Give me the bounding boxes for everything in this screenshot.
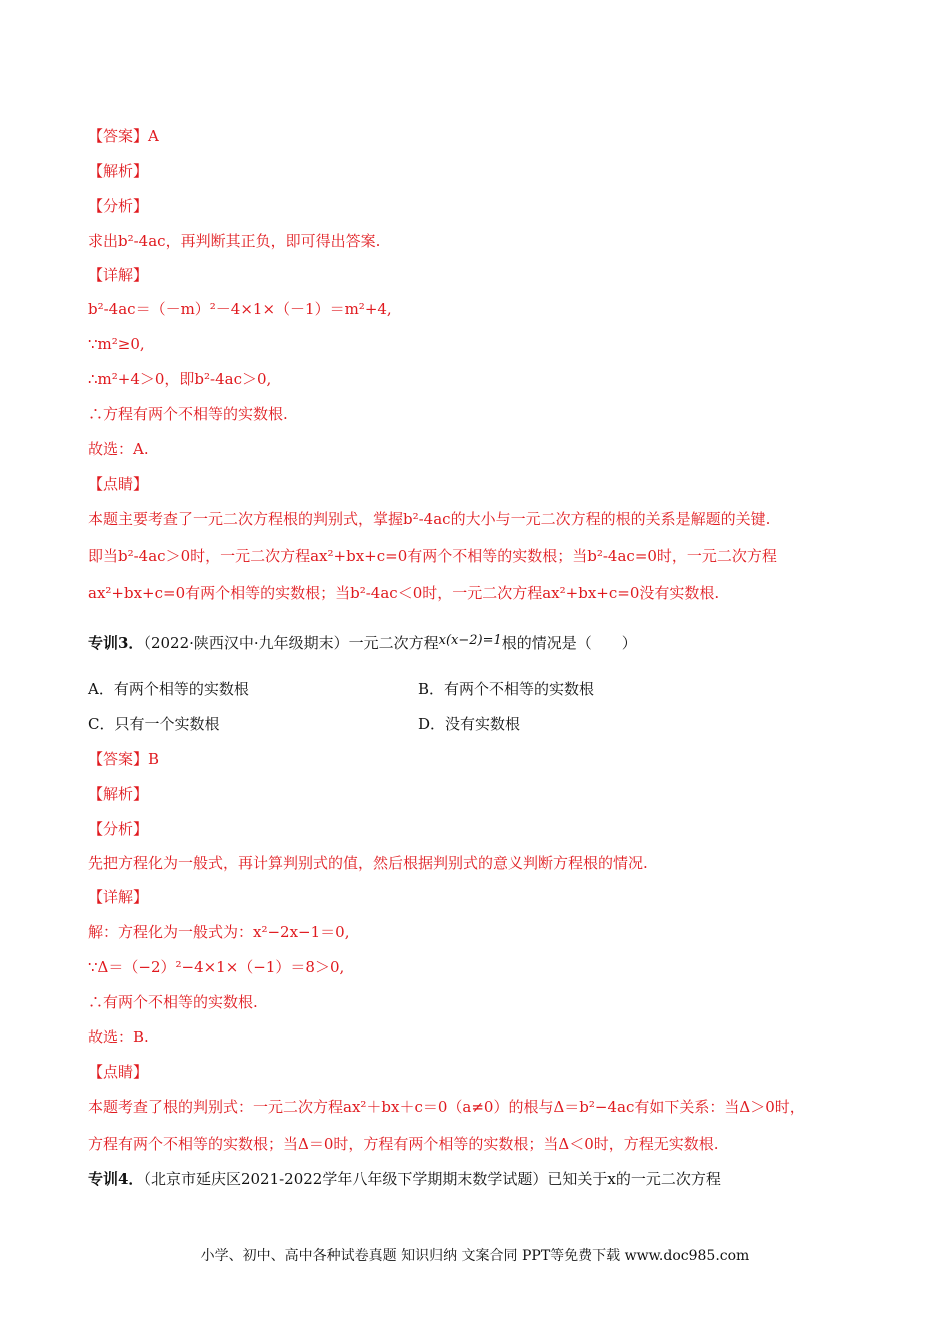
choice-text: 故选：A. bbox=[88, 440, 149, 458]
dianjing-line-2: 即当b²-4ac＞0时，一元二次方程ax²+bx+c=0有两个不相等的实数根；当b²-4ac=0时，一元二次方程 bbox=[88, 547, 777, 565]
option-a: A．有两个相等的实数根 bbox=[88, 680, 249, 698]
dianjing-2-line-2: 方程有两个不相等的实数根；当Δ＝0时，方程有两个相等的实数根；当Δ＜0时，方程无实数根. bbox=[88, 1135, 719, 1153]
analysis-label: 【解析】 bbox=[88, 162, 149, 180]
dianjing-label: 【点睛】 bbox=[88, 475, 149, 493]
solution-step-2: ∵m²≥0, bbox=[88, 335, 145, 353]
answer-label-2: 【答案】B bbox=[88, 750, 160, 768]
question-3-tail: 根的情况是（ ） bbox=[501, 634, 637, 652]
solution-step-3: ∴m²+4＞0，即b²-4ac＞0, bbox=[88, 370, 272, 388]
page-footer: 小学、初中、高中各种试卷真题 知识归纳 文案合同 PPT等免费下载 www.doc985.com bbox=[200, 1248, 750, 1264]
fenxi-text: 求出b²-4ac，再判断其正负，即可得出答案. bbox=[88, 232, 381, 250]
fenxi-label: 【分析】 bbox=[88, 197, 149, 215]
option-b: B．有两个不相等的实数根 bbox=[418, 680, 595, 698]
question-4 bbox=[88, 1169, 721, 1189]
solution-2-step-1: 解：方程化为一般式为：x²−2x−1＝0, bbox=[88, 923, 350, 941]
answer-label: 【答案】A bbox=[88, 127, 159, 145]
option-c: C．只有一个实数根 bbox=[88, 715, 220, 733]
question-3-source: （2022·陕西汉中·九年级期末）一元二次方程 bbox=[143, 634, 439, 652]
option-d: D．没有实数根 bbox=[418, 715, 521, 733]
solution-2-step-3: ∴有两个不相等的实数根. bbox=[88, 993, 258, 1011]
fenxi-text-2: 先把方程化为一般式，再计算判别式的值，然后根据判别式的意义判断方程根的情况. bbox=[88, 854, 648, 872]
xiangjie-label-2: 【详解】 bbox=[88, 888, 149, 906]
analysis-label-2: 【解析】 bbox=[88, 785, 149, 803]
dianjing-line-1: 本题主要考查了一元二次方程根的判别式，掌握b²-4ac的大小与一元二次方程的根的关系是解题的关键. bbox=[88, 510, 771, 528]
question-4-text: （北京市延庆区2021-2022学年八年级下学期期末数学试题）已知关于x的一元二次方程 bbox=[143, 1170, 721, 1188]
question-3 bbox=[88, 631, 637, 653]
solution-step-4: ∴方程有两个不相等的实数根. bbox=[88, 405, 288, 423]
dianjing-2-line-1: 本题考查了根的判别式：一元二次方程ax²＋bx＋c＝0（a≠0）的根与Δ＝b²−4ac有如下关系：当Δ＞0时， bbox=[88, 1098, 805, 1116]
solution-2-step-2: ∵Δ＝（−2）²−4×1×（−1）＝8＞0, bbox=[88, 958, 345, 976]
xiangjie-label: 【详解】 bbox=[88, 266, 149, 284]
dianjing-label-2: 【点睛】 bbox=[88, 1063, 149, 1081]
choice-text-2: 故选：B. bbox=[88, 1028, 149, 1046]
fenxi-label-2: 【分析】 bbox=[88, 820, 149, 838]
question-3-label: 专训3． bbox=[88, 634, 144, 652]
solution-step-1: b²-4ac＝（－m）²－4×1×（－1）＝m²+4, bbox=[88, 300, 392, 318]
question-4-label: 专训4． bbox=[88, 1170, 144, 1188]
question-3-formula: x(x−2)=1 bbox=[438, 633, 502, 648]
dianjing-line-3: ax²+bx+c=0有两个相等的实数根；当b²-4ac＜0时，一元二次方程ax²+bx+c=0没有实数根. bbox=[88, 584, 720, 602]
